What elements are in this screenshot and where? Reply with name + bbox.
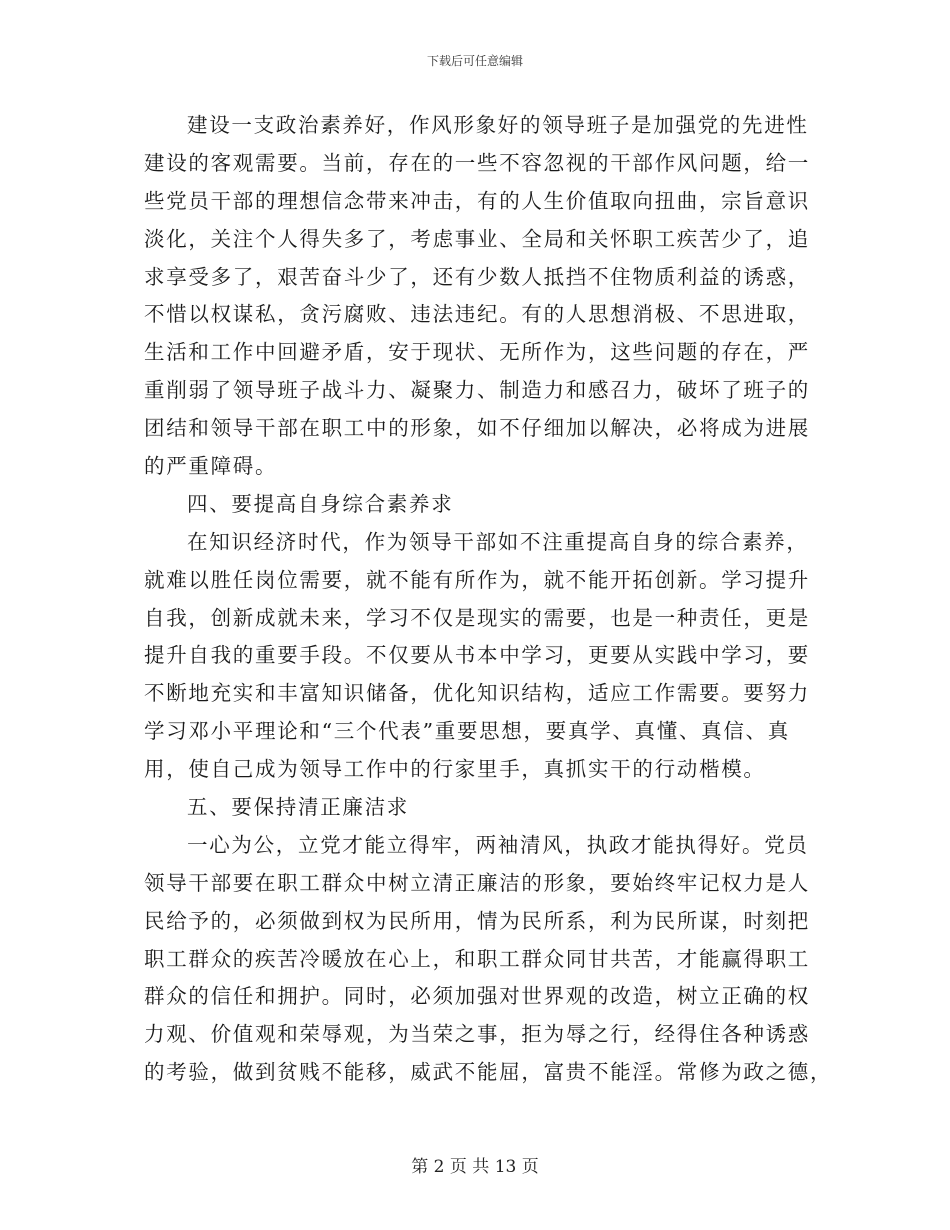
page-header: 下载后可任意编辑 (426, 54, 523, 68)
text-line: 一心为公，立党才能立得牢，两袖清风，执政才能执得好。党员 (187, 832, 809, 857)
text-line: 团结和领导干部在职工中的形象，如不仔细加以解决，必将成为进展 (144, 416, 810, 441)
text-line: 五、要保持清正廉洁求 (187, 795, 409, 820)
text-line: 提升自我的重要手段。不仅要从书本中学习，更要从实践中学习，要 (144, 643, 810, 668)
text-line: 建设一支政治素养好，作风形象好的领导班子是加强党的先进性 (187, 113, 809, 137)
text-line: 求享受多了，艰苦奋斗少了，还有少数人抵挡不住物质利益的诱惑， (144, 264, 810, 289)
text-line: 四、要提高自身综合素养求 (187, 491, 454, 516)
text-line: 群众的信任和拥护。同时，必须加强对世界观的改造，树立正确的权 (144, 984, 810, 1009)
text-line: 用，使自己成为领导工作中的行家里手，真抓实干的行动楷模。 (144, 757, 766, 782)
document-body (144, 107, 833, 1092)
text-line: 生活和工作中回避矛盾，安于现状、无所作为，这些问题的存在，严 (144, 340, 810, 365)
text-line: 在知识经济时代，作为领导干部如不注重提高自身的综合素养， (187, 529, 809, 554)
page-footer: 第 2 页 共 13 页 (411, 1157, 539, 1177)
text-line: 力观、价值观和荣辱观，为当荣之事，拒为辱之行，经得住各种诱惑 (144, 1022, 810, 1047)
text-line: 些党员干部的理想信念带来冲击，有的人生价值取向扭曲，宗旨意识 (144, 188, 810, 213)
text-line: 自我，创新成就未来，学习不仅是现实的需要，也是一种责任，更是 (144, 605, 810, 630)
text-line: 不惜以权谋私，贪污腐败、违法违纪。有的人思想消极、不思进取， (144, 302, 810, 327)
text-line: 领导干部要在职工群众中树立清正廉洁的形象，要始终牢记权力是人 (144, 870, 810, 895)
text-line: 民给予的，必须做到权为民所用，情为民所系，利为民所谋，时刻把 (144, 908, 810, 933)
text-line: 学习邓小平理论和“三个代表”重要思想，要真学、真懂、真信、真 (144, 719, 790, 744)
text-line: 淡化，关注个人得失多了，考虑事业、全局和关怀职工疾苦少了，追 (144, 226, 810, 251)
text-line: 就难以胜任岗位需要，就不能有所作为，就不能开拓创新。学习提升 (144, 567, 810, 592)
text-line: 重削弱了领导班子战斗力、凝聚力、制造力和感召力，破坏了班子的 (144, 378, 810, 403)
text-line: 的严重障碍。 (144, 454, 278, 479)
text-line: 的考验，做到贫贱不能移，威武不能屈，富贵不能淫。常修为政之德， (144, 1060, 833, 1085)
text-line: 建设的客观需要。当前，存在的一些不容忽视的干部作风问题，给一 (144, 150, 810, 175)
text-line: 不断地充实和丰富知识储备，优化知识结构，适应工作需要。要努力 (144, 681, 810, 706)
text-line: 职工群众的疾苦冷暖放在心上，和职工群众同甘共苦，才能赢得职工 (144, 946, 810, 971)
